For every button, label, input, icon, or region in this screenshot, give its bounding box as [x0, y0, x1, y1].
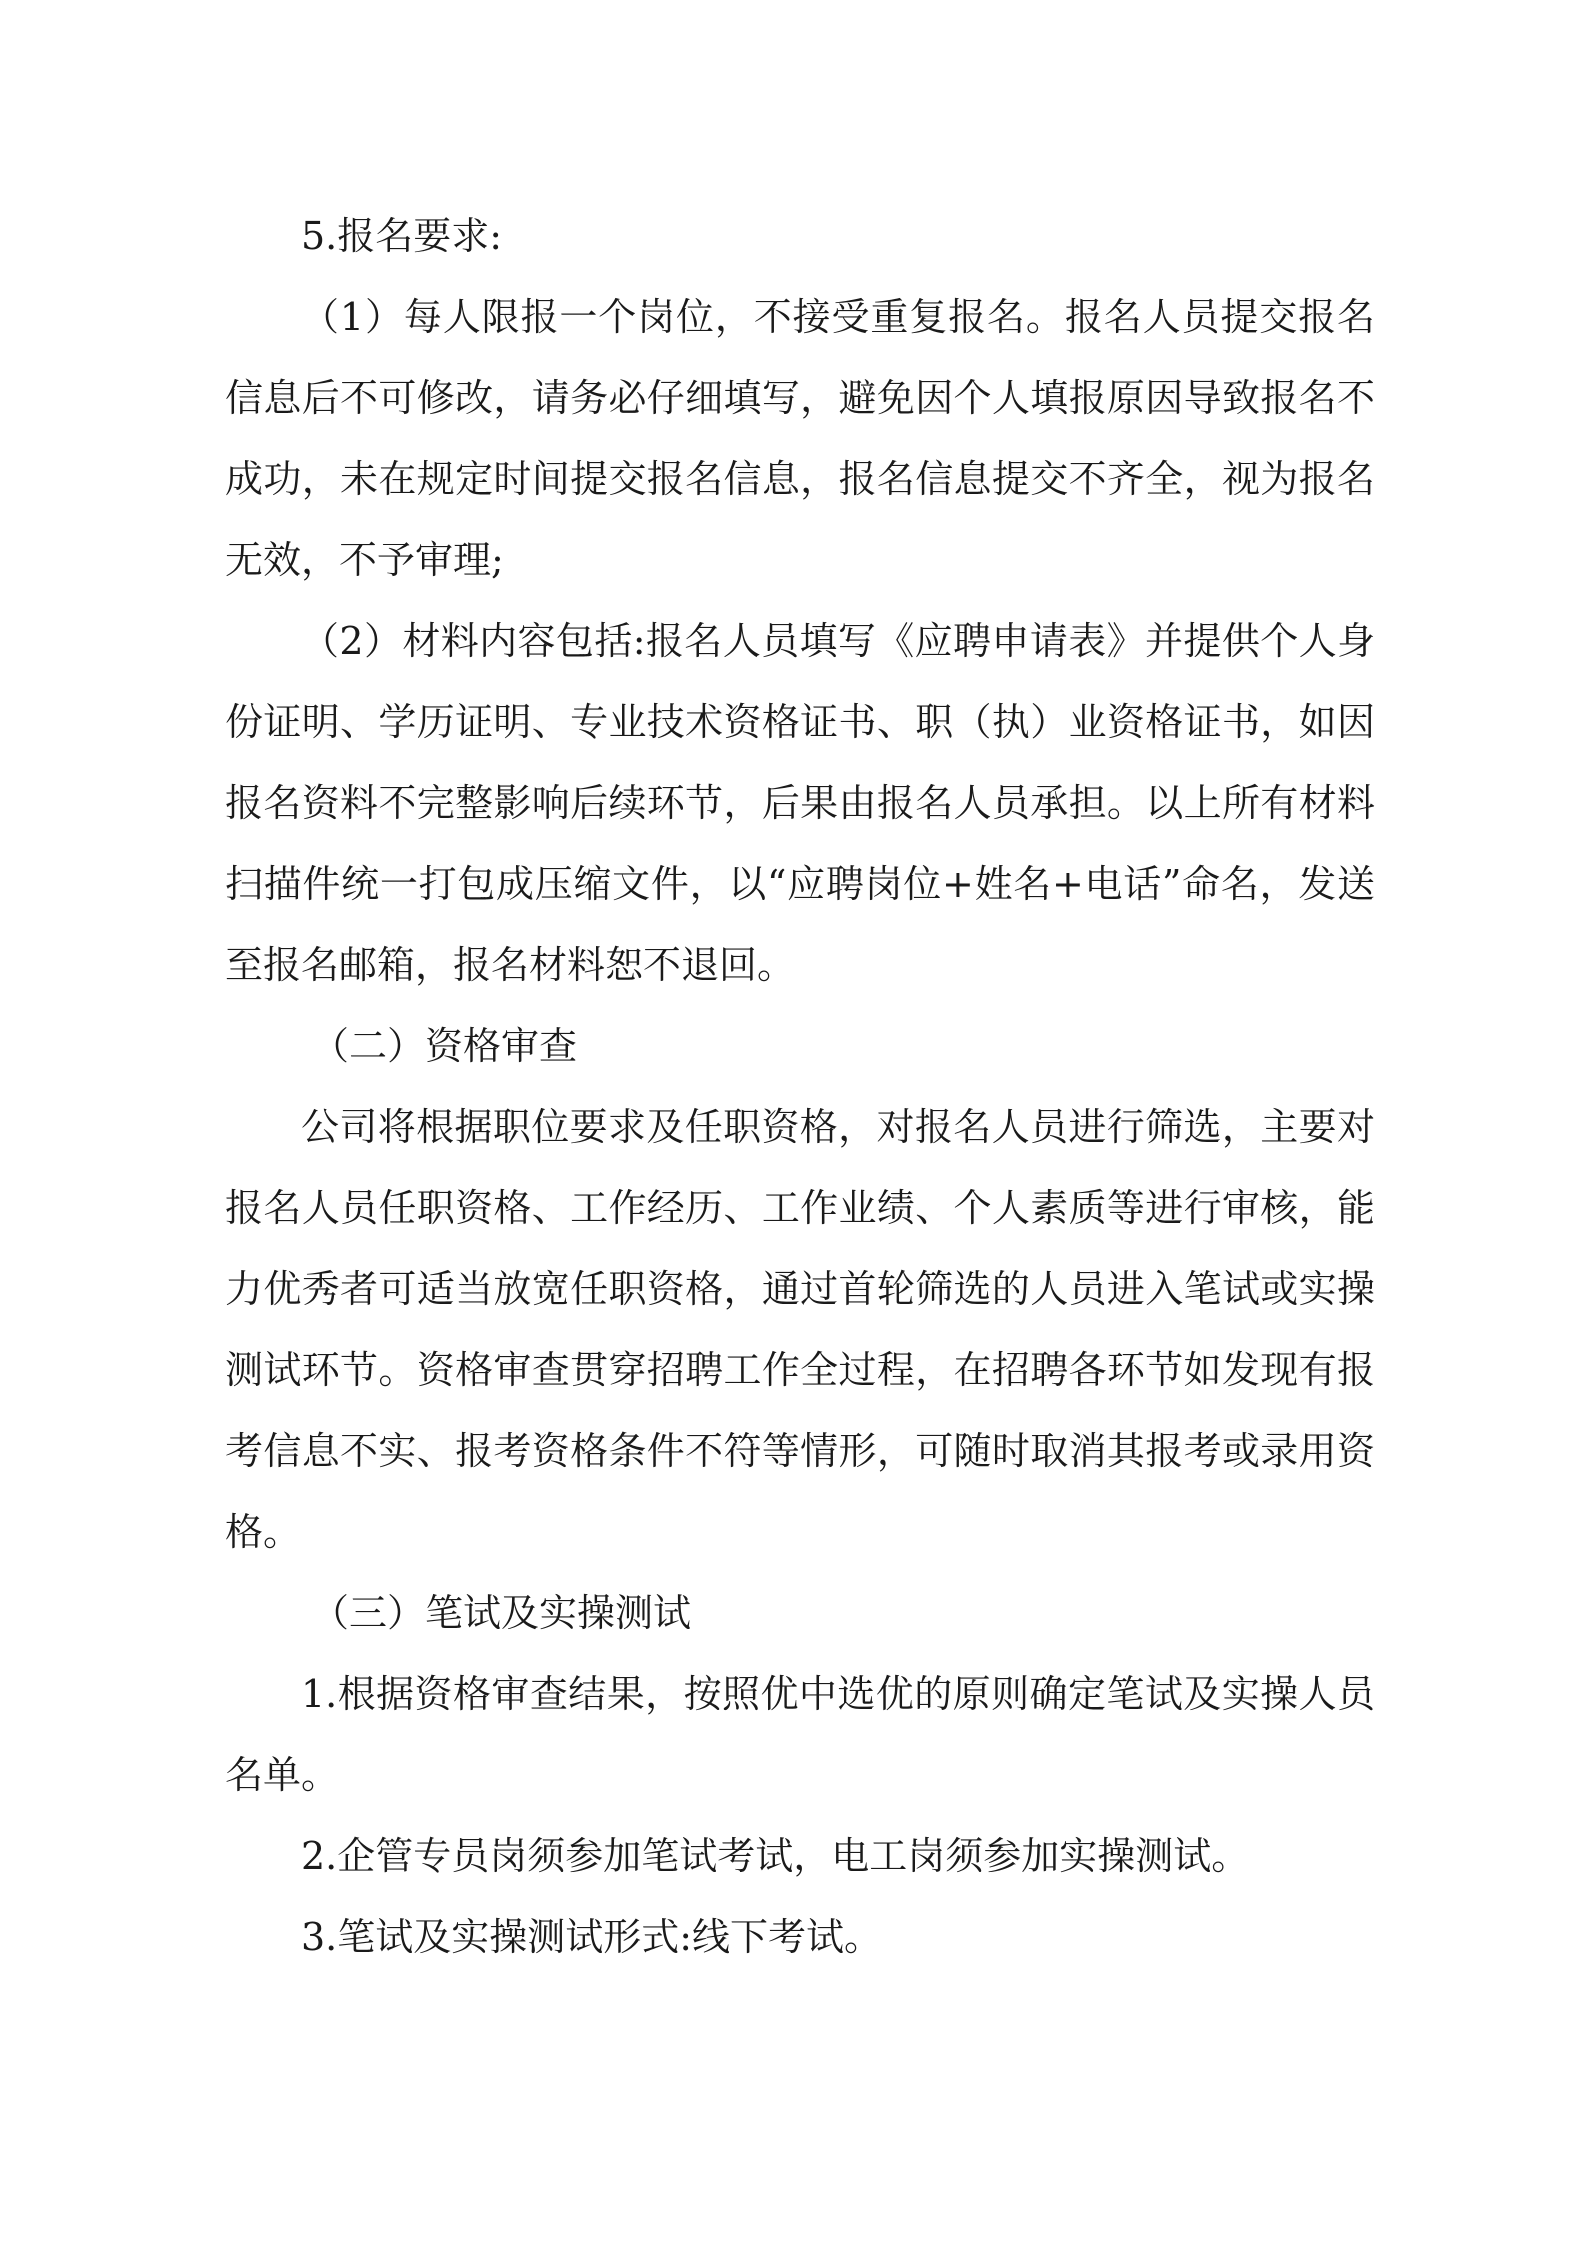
document-body [225, 196, 1375, 1978]
requirement-item-2: （2）材料内容包括:报名人员填写《应聘申请表》并提供个人身份证明、学历证明、专业技术资格证书、职（执）业资格证书，如因报名资料不完整影响后续环节，后果由报名人员承担。以上所有材料扫描件统一打包成压缩文件，以“应聘岗位+姓名+电话”命名，发送至报名邮箱，报名材料恕不退回。 [225, 619, 1375, 987]
qualification-review-paragraph: 公司将根据职位要求及任职资格，对报名人员进行筛选，主要对报名人员任职资格、工作经历、工作业绩、个人素质等进行审核，能力优秀者可适当放宽任职资格，通过首轮筛选的人员进入笔试或实操测试环节。资格审查贯穿招聘工作全过程，在招聘各环节如发现有报考信息不实、报考资格条件不符等情形，可随时取消其报考或录用资格。 [225, 1105, 1375, 1554]
test-item-1: 1.根据资格审查结果，按照优中选优的原则确定笔试及实操人员名单。 [225, 1672, 1375, 1797]
requirement-item-1: （1）每人限报一个岗位，不接受重复报名。报名人员提交报名信息后不可修改，请务必仔细填写，避免因个人填报原因导致报名不成功，未在规定时间提交报名信息，报名信息提交不齐全，视为报名无效，不予审理; [225, 295, 1375, 582]
section-heading-qualification-review: （二）资格审查 [311, 1024, 578, 1068]
test-item-3: 3.笔试及实操测试形式:线下考试。 [301, 1915, 883, 1959]
section-heading-written-and-practical-test: （三）笔试及实操测试 [311, 1591, 692, 1635]
requirements-heading: 5.报名要求: [301, 214, 503, 258]
test-item-2: 2.企管专员岗须参加笔试考试，电工岗须参加实操测试。 [301, 1834, 1250, 1878]
